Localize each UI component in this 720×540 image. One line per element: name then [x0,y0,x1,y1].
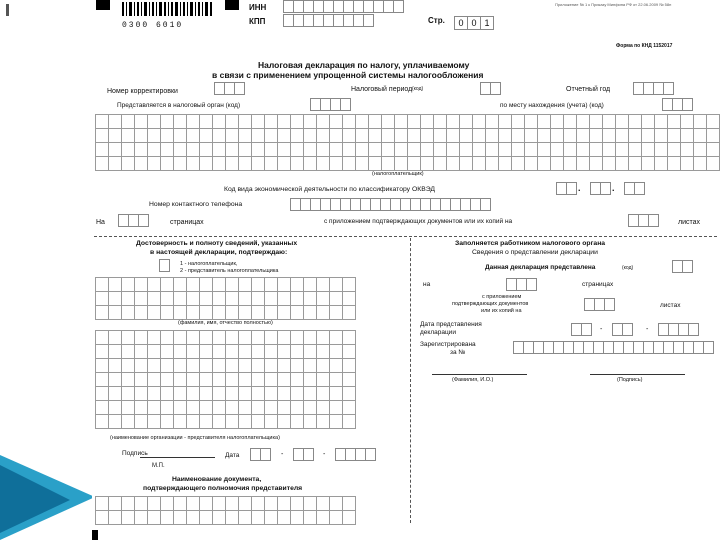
org-row[interactable] [95,400,355,415]
fio-row[interactable] [95,305,355,320]
right-section-subtitle: Сведения о представлении декларации [472,249,598,256]
fio-row[interactable] [95,291,355,306]
confirm-type-cell[interactable] [159,259,169,272]
sign-date-year[interactable] [335,448,375,461]
confirm-option-2: 2 - представитель налогоплательщика [180,268,279,274]
taxpayer-row[interactable] [95,114,720,129]
okved-cells-1[interactable] [556,182,576,195]
confirm-option-1: 1 - налогоплательщик, [180,261,238,267]
kpp-cells[interactable] [283,14,373,27]
attach-line-1: с приложением [482,294,522,300]
attachments-label: с приложением подтверждающих документов или их копий на [324,218,513,225]
registration-cells[interactable] [513,341,713,354]
page-digit: 1 [480,16,494,30]
left-section-title-2: в настоящей декларации, подтверждаю: [150,249,288,256]
corner-marker-bottom [92,530,98,540]
kpp-label: КПП [249,17,266,26]
tax-period-code: (код) [412,86,424,92]
inn-label: ИНН [249,3,267,12]
doc-title-1: Наименование документа, [172,476,262,483]
registered-label-2: за № [450,349,466,356]
org-row[interactable] [95,372,355,387]
doc-title-2: подтверждающего полномочия представителя [143,485,303,492]
sign-date-dash: - [281,451,284,458]
sign-date-month[interactable] [293,448,313,461]
pages-cells[interactable] [118,214,148,227]
org-row[interactable] [95,414,355,429]
location-cells[interactable] [662,98,692,111]
doc-row[interactable] [95,496,355,511]
doc-row[interactable] [95,510,355,525]
date-submitted-1: Дата представления [420,321,482,328]
form-code: Форма по КНД 1152017 [616,43,673,49]
barcode [122,2,212,30]
page-number-cells [454,13,493,31]
right-pages-cells[interactable] [506,278,536,291]
tax-office-cells[interactable] [310,98,350,111]
stamp-label: М.П. [152,463,165,469]
correction-cells[interactable] [214,82,244,95]
signature-line [140,457,215,458]
taxpayer-row[interactable] [95,128,720,143]
registered-label-1: Зарегистрирована [420,341,476,348]
okved-cells-2[interactable] [590,182,610,195]
barcode-digits: 0300 6010 [122,21,184,30]
date-label: Дата [225,452,240,459]
right-sheets-label: листах [660,302,681,309]
org-row[interactable] [95,344,355,359]
submitted-cells[interactable] [672,260,692,273]
submit-date-year[interactable] [658,323,698,336]
submit-date-dash: - [600,326,603,333]
left-section-title-1: Достоверность и полноту сведений, указанных [136,240,298,247]
slide-bullet-marker [6,4,9,16]
attach-line-2: подтверждающих документов [452,301,529,307]
phone-label: Номер контактного телефона [149,201,243,208]
fio-row[interactable] [95,277,355,292]
inn-cells[interactable] [283,0,403,13]
org-caption: (наименование организации - представителя налогоплательщика) [110,435,280,441]
right-section-title: Заполняется работником налогового органа [455,240,606,247]
submit-date-dash: - [646,326,649,333]
right-pages-label: страницах [582,281,614,288]
page-digit: 0 [454,16,468,30]
report-year-cells[interactable] [633,82,673,95]
attachments-cells[interactable] [628,214,658,227]
correction-label: Номер корректировки [107,88,178,95]
fio-caption: (фамилия, имя, отчество полностью) [178,320,273,326]
okved-cells-3[interactable] [624,182,644,195]
date-submitted-2: декларации [420,329,456,336]
okved-label: Код вида экономической деятельности по классификатору ОКВЭД [224,186,436,193]
okved-dot-2: . [612,183,615,193]
org-row[interactable] [95,330,355,345]
taxpayer-caption: (налогоплательщик) [372,171,424,177]
officer-name-caption: (Фамилия, И.О.) [452,377,494,383]
annex-note: Приложение № 1 к Приказу Минфина РФ от 22.06.2009 № 58н [555,2,672,7]
corner-marker-left [96,0,110,10]
submit-date-day[interactable] [571,323,591,336]
sheets-label: листах [678,219,701,226]
location-label: по месту нахождения (учета) (код) [500,102,604,109]
submit-date-month[interactable] [612,323,632,336]
tax-period-label: Налоговый период [351,86,413,93]
phone-cells[interactable] [290,198,490,211]
signature-label: Подпись [122,450,148,457]
report-year-label: Отчетный год [566,86,611,93]
officer-sign-caption: (Подпись) [617,377,643,383]
right-on-label: на [423,281,431,288]
submitted-label: Данная декларация представлена [485,264,596,271]
page-label: Стр. [428,16,445,25]
sign-date-day[interactable] [250,448,270,461]
column-separator [410,238,411,523]
submitted-code: (код) [622,265,634,271]
pages-label: страницах [170,219,204,226]
taxpayer-row[interactable] [95,142,720,157]
corner-marker-right [225,0,239,10]
attach-line-3: или их копий на [481,308,522,314]
on-label: На [96,219,105,226]
section-separator [94,236,717,237]
okved-dot-1: . [578,183,581,193]
right-attach-cells[interactable] [584,298,614,311]
taxpayer-row[interactable] [95,156,720,171]
page-digit: 0 [467,16,481,30]
sign-date-dash: - [323,451,326,458]
tax-office-label: Представляется в налоговый орган (код) [117,102,241,109]
title-line-2: в связи с применением упрощенной системы налогообложения [212,70,484,80]
org-row[interactable] [95,386,355,401]
tax-period-cells[interactable] [480,82,500,95]
title-line-1: Налоговая декларация по налогу, уплачиваемому [258,60,470,70]
org-row[interactable] [95,358,355,373]
slide-corner-decoration [0,455,95,540]
officer-sign-line [590,374,685,375]
officer-name-line [432,374,527,375]
